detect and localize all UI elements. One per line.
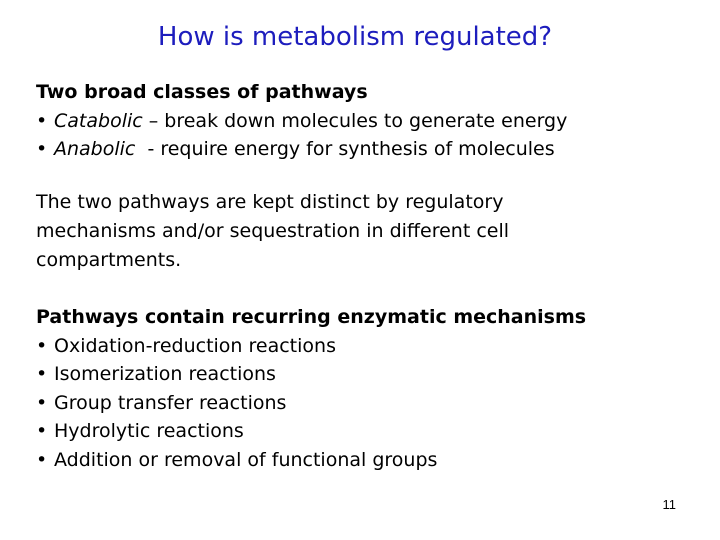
regulation-paragraph xyxy=(36,188,700,275)
paragraph-line: compartments. xyxy=(36,249,182,271)
list-item xyxy=(36,446,700,475)
list-item-text: Isomerization reactions xyxy=(54,363,276,385)
enzymatic-mechanisms-section xyxy=(36,303,700,474)
pathway-classes-section xyxy=(36,78,700,164)
slide-title xyxy=(0,22,720,53)
paragraph-line: The two pathways are kept distinct by regulatory xyxy=(36,191,504,213)
list-item xyxy=(36,332,700,361)
enzymatic-mechanisms-heading: Pathways contain recurring enzymatic mechanisms xyxy=(36,306,587,328)
paragraph-line: mechanisms and/or sequestration in different cell xyxy=(36,220,510,242)
list-item-text: Group transfer reactions xyxy=(54,391,287,414)
bullet-icon: • xyxy=(36,363,48,385)
bullet-icon: • xyxy=(36,420,48,442)
anabolic-term: Anabolic xyxy=(54,138,136,160)
pathway-classes-heading: Two broad classes of pathways xyxy=(36,81,368,103)
bullet-icon: • xyxy=(36,109,48,132)
catabolic-term: Catabolic xyxy=(54,109,143,132)
bullet-icon: • xyxy=(36,448,48,471)
anabolic-description: - require energy for synthesis of molecules xyxy=(135,138,555,160)
list-item xyxy=(36,360,700,389)
list-item-text: Addition or removal of functional groups xyxy=(54,448,438,471)
list-item xyxy=(36,389,700,418)
bullet-icon: • xyxy=(36,334,48,357)
anabolic-item xyxy=(36,135,700,164)
catabolic-description: – break down molecules to generate energy xyxy=(142,109,568,132)
bullet-icon: • xyxy=(36,138,48,160)
catabolic-item xyxy=(36,107,700,136)
list-item-text: Hydrolytic reactions xyxy=(54,420,244,442)
bullet-icon: • xyxy=(36,391,48,414)
list-item-text: Oxidation-reduction reactions xyxy=(54,334,336,357)
page-number: 11 xyxy=(662,497,676,512)
list-item xyxy=(36,417,700,446)
slide-title-text: How is metabolism regulated? xyxy=(157,22,553,52)
